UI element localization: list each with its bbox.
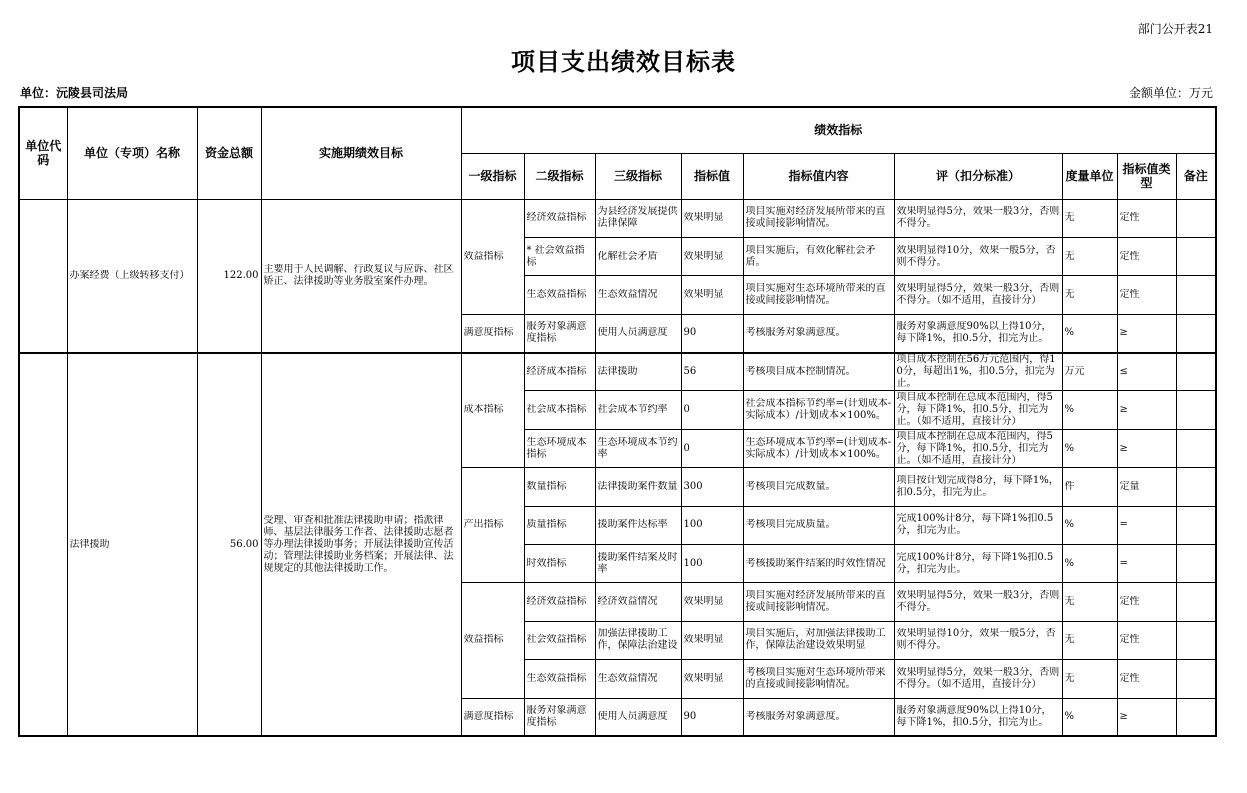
level3-cell: [595, 545, 681, 583]
level2-cell: [524, 621, 595, 659]
header-level3: 三级指标: [595, 153, 681, 199]
value-cell: [681, 698, 743, 736]
type-cell: [1117, 506, 1176, 544]
remark-cell: [1176, 314, 1216, 352]
content-cell-text: 项目实施对生态环境所带来的直接或间接影响情况。: [745, 282, 886, 306]
remark-cell: [1176, 429, 1216, 467]
content-cell: [743, 545, 894, 583]
value-cell: [681, 506, 743, 544]
value-cell-text: 效果明显: [683, 672, 724, 684]
level3-cell: [595, 621, 681, 659]
measure-cell-text: %: [1064, 519, 1075, 531]
level1-cell-text: 满意度指标: [463, 327, 514, 339]
score-cell-text: 完成100%计8分，每下降1%扣0.5分，扣完为止。: [896, 551, 1054, 575]
content-cell-text: 项目实施后，有效化解社会矛盾。: [745, 244, 876, 268]
level2-cell-text: 经济成本指标: [526, 366, 587, 377]
level1-cell: [461, 353, 524, 468]
header-value: 指标值: [681, 153, 743, 199]
table-row: [19, 353, 1216, 391]
type-cell-text: ≥: [1119, 711, 1128, 723]
type-cell: [1117, 698, 1176, 736]
score-cell: [894, 314, 1062, 352]
level1-cell-text: 成本指标: [463, 404, 504, 416]
content-cell: [743, 429, 894, 467]
level1-cell: [461, 468, 524, 583]
score-cell: [894, 199, 1062, 237]
score-cell: [894, 621, 1062, 659]
measure-cell-text: 无: [1064, 212, 1075, 224]
value-cell-text: 效果明显: [683, 250, 724, 262]
level2-cell-text: 社会成本指标: [526, 404, 587, 416]
unit-code-cell: [19, 199, 67, 353]
score-cell-text: 服务对象满意度90%以上得10分，每下降1%，扣0.5分，扣完为止。: [896, 321, 1052, 345]
measure-cell: [1062, 314, 1117, 352]
content-cell-text: 项目实施后，对加强法律援助工作，保障法治建设效果明显: [745, 628, 886, 652]
level2-cell-text: 经济效益指标: [526, 212, 587, 224]
level3-cell: [595, 698, 681, 736]
level3-cell-text: 使用人员满意度: [597, 711, 668, 723]
measure-cell: [1062, 237, 1117, 275]
level1-cell-text: 满意度指标: [463, 711, 514, 723]
level2-cell-text: 数量指标: [526, 480, 567, 492]
content-cell: [743, 314, 894, 352]
level1-cell: [461, 199, 524, 314]
level1-cell-text: 效益指标: [463, 634, 504, 646]
type-cell-text: 定性: [1119, 250, 1140, 262]
type-cell-text: ≥: [1119, 442, 1128, 454]
level2-cell-text: 时效指标: [526, 557, 567, 569]
value-cell-text: 300: [683, 480, 703, 492]
remark-cell: [1176, 583, 1216, 621]
type-cell-text: =: [1119, 557, 1128, 569]
project-amount-cell-text: 122.00: [223, 269, 259, 281]
level1-cell-text: 效益指标: [463, 250, 504, 262]
level1-cell: [461, 583, 524, 698]
header-code: 单位代码: [19, 107, 67, 199]
project-amount-cell: [197, 353, 261, 737]
score-cell-text: 项目成本控制在总成本范围内，得5分，每下降1%，扣0.5分，扣完为止。（如不适用，直接计分）: [896, 392, 1053, 428]
table-body: [19, 199, 1216, 736]
score-cell: [894, 237, 1062, 275]
score-cell-text: 效果明显得5分，效果一般3分，否则不得分。: [896, 590, 1060, 614]
level3-cell: [595, 506, 681, 544]
type-cell: [1117, 314, 1176, 352]
level3-cell: [595, 583, 681, 621]
level1-cell-text: 产出指标: [463, 519, 504, 531]
level2-cell: [524, 199, 595, 237]
content-cell: [743, 660, 894, 698]
level2-cell: [524, 468, 595, 506]
score-cell: [894, 391, 1062, 429]
remark-cell: [1176, 698, 1216, 736]
score-cell: [894, 353, 1062, 391]
content-cell-text: 项目实施对经济发展所带来的直接或间接影响情况。: [745, 590, 886, 614]
value-cell: [681, 660, 743, 698]
score-cell: [894, 429, 1062, 467]
measure-cell: [1062, 468, 1117, 506]
level2-cell-text: 服务对象满意度指标: [526, 705, 587, 729]
remark-cell: [1176, 237, 1216, 275]
type-cell: [1117, 391, 1176, 429]
value-cell: [681, 621, 743, 659]
remark-cell: [1176, 545, 1216, 583]
level3-cell-text: 援助案件结案及时率: [597, 551, 678, 575]
type-cell: [1117, 621, 1176, 659]
content-cell: [743, 276, 894, 314]
content-cell: [743, 506, 894, 544]
level2-cell-text: 质量指标: [526, 519, 567, 531]
level2-cell: [524, 583, 595, 621]
level2-cell-text: 生态效益指标: [526, 672, 587, 684]
performance-table: [18, 106, 1217, 737]
remark-cell: [1176, 353, 1216, 391]
level2-cell: [524, 353, 595, 391]
project-goal-cell: [261, 199, 461, 353]
header-type: 指标值类型: [1117, 153, 1176, 199]
score-cell: [894, 545, 1062, 583]
type-cell-text: 定性: [1119, 212, 1140, 224]
header-goal: 实施期绩效目标: [261, 107, 461, 199]
project-name-cell-text: 办案经费（上级转移支付）: [69, 269, 190, 281]
type-cell: [1117, 353, 1176, 391]
header-remark: 备注: [1176, 153, 1216, 199]
value-cell: [681, 391, 743, 429]
header-name: 单位（专项）名称: [67, 107, 197, 199]
score-cell-text: 项目按计划完成得8分，每下降1%，扣0.5分，扣完为止。: [896, 474, 1059, 498]
content-cell: [743, 468, 894, 506]
measure-cell-text: 无: [1064, 634, 1075, 646]
content-cell-text: 考核项目完成质量。: [745, 519, 836, 531]
content-cell: [743, 391, 894, 429]
score-cell: [894, 276, 1062, 314]
score-cell: [894, 698, 1062, 736]
level3-cell-text: 化解社会矛盾: [597, 250, 658, 262]
measure-cell: [1062, 698, 1117, 736]
remark-cell: [1176, 660, 1216, 698]
type-cell-text: 定量: [1119, 480, 1140, 492]
score-cell-text: 效果明显得5分，效果一般3分，否则不得分。（如不适用，直接计分）: [896, 666, 1060, 690]
value-cell: [681, 545, 743, 583]
level3-cell-text: 经济效益情况: [597, 596, 658, 608]
score-cell-text: 效果明显得5分，效果一般3分，否则不得分。（如不适用，直接计分）: [896, 282, 1060, 306]
measure-cell-text: %: [1064, 404, 1075, 416]
measure-cell-text: 无: [1064, 672, 1075, 684]
content-cell-text: 项目实施对经济发展所带来的直接或间接影响情况。: [745, 206, 886, 230]
header-measure: 度量单位: [1062, 153, 1117, 199]
value-cell: [681, 429, 743, 467]
value-cell-text: 90: [683, 711, 697, 723]
measure-cell-text: 无: [1064, 596, 1075, 608]
level2-cell: [524, 391, 595, 429]
type-cell-text: 定性: [1119, 596, 1140, 608]
measure-cell-text: 无: [1064, 288, 1075, 300]
type-cell: [1117, 545, 1176, 583]
content-cell-text: 生态环境成本节约率=(计划成本-实际成本）/计划成本×100%。: [745, 436, 892, 460]
score-cell: [894, 468, 1062, 506]
unit-label: 单位：沅陵县司法局: [20, 86, 129, 100]
content-cell-text: 考核服务对象满意度。: [745, 711, 846, 723]
level3-cell-text: 生态效益情况: [597, 672, 658, 684]
table-row: [19, 199, 1216, 237]
value-cell: [681, 353, 743, 391]
project-goal-cell-text: 受理、审查和批准法律援助申请；指派律师、基层法律服务工作者、法律援助志愿者等办理法律援助事务；开展法律援助宣传活动；管理法律援助业务档案；开展法律、法规规定的其他法律援助工作。: [263, 514, 454, 574]
level3-cell: [595, 660, 681, 698]
level2-cell: [524, 276, 595, 314]
level3-cell-text: 使用人员满意度: [597, 327, 668, 339]
content-cell: [743, 698, 894, 736]
measure-cell: [1062, 353, 1117, 391]
type-cell-text: 定性: [1119, 634, 1140, 646]
measure-cell-text: 无: [1064, 250, 1075, 262]
level2-cell-text: 社会效益指标: [526, 634, 587, 646]
score-cell-text: 项目成本控制在56万元范围内，得10分，每超出1%，扣0.5分，扣完为止。: [896, 354, 1056, 389]
measure-cell-text: %: [1064, 327, 1075, 339]
level2-cell: [524, 429, 595, 467]
money-unit-label: 金额单位：万元: [1128, 86, 1213, 100]
measure-cell: [1062, 583, 1117, 621]
remark-cell: [1176, 506, 1216, 544]
measure-cell: [1062, 391, 1117, 429]
measure-cell-text: 万元: [1064, 366, 1085, 377]
content-cell-text: 考核项目完成数量。: [745, 480, 836, 492]
level2-cell: [524, 237, 595, 275]
type-cell: [1117, 199, 1176, 237]
header-level1: 一级指标: [461, 153, 524, 199]
remark-cell: [1176, 468, 1216, 506]
value-cell-text: 0: [683, 442, 690, 454]
measure-cell: [1062, 199, 1117, 237]
score-cell-text: 完成100%计8分，每下降1%扣0.5分，扣完为止。: [896, 513, 1054, 537]
level3-cell: [595, 353, 681, 391]
type-cell: [1117, 429, 1176, 467]
level3-cell: [595, 429, 681, 467]
level3-cell: [595, 391, 681, 429]
content-cell: [743, 199, 894, 237]
level2-cell-text: 经济效益指标: [526, 596, 587, 608]
level2-cell: [524, 545, 595, 583]
type-cell-text: ≥: [1119, 327, 1128, 339]
type-cell: [1117, 583, 1176, 621]
measure-cell: [1062, 660, 1117, 698]
type-cell-text: 定性: [1119, 672, 1140, 684]
measure-cell: [1062, 621, 1117, 659]
level3-cell-text: 生态环境成本节约率: [597, 436, 678, 460]
content-cell: [743, 353, 894, 391]
value-cell-text: 效果明显: [683, 212, 724, 224]
project-goal-cell: [261, 353, 461, 737]
score-cell-text: 项目成本控制在总成本范围内，得5分，每下降1%，扣0.5分，扣完为止。（如不适用，直接计分）: [896, 430, 1053, 466]
header-level2: 二级指标: [524, 153, 595, 199]
measure-cell-text: %: [1064, 711, 1075, 723]
level3-cell: [595, 314, 681, 352]
type-cell: [1117, 660, 1176, 698]
measure-cell: [1062, 429, 1117, 467]
value-cell-text: 56: [683, 366, 697, 377]
level2-cell: [524, 698, 595, 736]
level2-cell-text: * 社会效益指标: [526, 244, 585, 268]
content-cell: [743, 621, 894, 659]
measure-cell: [1062, 276, 1117, 314]
project-goal-cell-text: 主要用于人民调解、行政复议与应诉、社区矫正、法律援助等业务股室案件办理。: [263, 263, 454, 287]
level2-cell: [524, 660, 595, 698]
type-cell: [1117, 237, 1176, 275]
table-number-label: 部门公开表21: [1137, 22, 1213, 36]
project-name-cell: [67, 353, 197, 737]
level3-cell: [595, 468, 681, 506]
score-cell: [894, 506, 1062, 544]
remark-cell: [1176, 621, 1216, 659]
value-cell-text: 100: [683, 557, 703, 569]
page-title: 项目支出绩效目标表: [511, 48, 736, 76]
content-cell-text: 社会成本指标节约率=(计划成本-实际成本）/计划成本×100%。: [745, 398, 892, 422]
level3-cell-text: 为县经济发展提供法律保障: [597, 206, 678, 230]
level3-cell: [595, 276, 681, 314]
level3-cell-text: 生态效益情况: [597, 288, 658, 300]
level3-cell-text: 社会成本节约率: [597, 404, 668, 416]
value-cell-text: 效果明显: [683, 288, 724, 300]
level2-cell-text: 服务对象满意度指标: [526, 321, 587, 345]
value-cell: [681, 199, 743, 237]
header-content: 指标值内容: [743, 153, 894, 199]
type-cell-text: ≥: [1119, 404, 1128, 416]
remark-cell: [1176, 276, 1216, 314]
level3-cell: [595, 237, 681, 275]
score-cell-text: 服务对象满意度90%以上得10分，每下降1%，扣0.5分，扣完为止。: [896, 705, 1052, 729]
value-cell-text: 0: [683, 404, 690, 416]
content-cell-text: 考核服务对象满意度。: [745, 327, 846, 339]
project-amount-cell-text: 56.00: [229, 538, 259, 550]
measure-cell: [1062, 545, 1117, 583]
value-cell: [681, 468, 743, 506]
level3-cell-text: 援助案件达标率: [597, 519, 668, 531]
type-cell-text: =: [1119, 519, 1128, 531]
score-cell-text: 效果明显得10分，效果一般5分，否则不得分。: [896, 244, 1056, 268]
level3-cell-text: 加强法律援助工作，保障法治建设: [597, 628, 678, 652]
value-cell-text: 效果明显: [683, 634, 724, 646]
unit-code-cell: [19, 353, 67, 737]
content-cell-text: 考核援助案件结案的时效性情况: [745, 557, 886, 569]
score-cell: [894, 583, 1062, 621]
content-cell-text: 考核项目实施对生态环境所带来的直接或间接影响情况。: [745, 666, 886, 690]
project-name-cell: [67, 199, 197, 353]
content-cell: [743, 237, 894, 275]
level2-cell-text: 生态环境成本指标: [526, 436, 587, 460]
value-cell: [681, 583, 743, 621]
type-cell: [1117, 276, 1176, 314]
content-cell-text: 考核项目成本控制情况。: [745, 366, 856, 377]
value-cell: [681, 314, 743, 352]
value-cell-text: 效果明显: [683, 596, 724, 608]
remark-cell: [1176, 199, 1216, 237]
measure-cell-text: %: [1064, 442, 1075, 454]
header-indicators: 绩效指标: [461, 107, 1216, 153]
level3-cell-text: 法律援助案件数量: [597, 480, 678, 492]
measure-cell: [1062, 506, 1117, 544]
score-cell-text: 效果明显得5分，效果一般3分，否则不得分。: [896, 206, 1060, 230]
measure-cell-text: %: [1064, 557, 1075, 569]
level2-cell: [524, 506, 595, 544]
value-cell: [681, 276, 743, 314]
level3-cell: [595, 199, 681, 237]
score-cell-text: 效果明显得10分，效果一般5分，否则不得分。: [896, 628, 1056, 652]
level1-cell: [461, 698, 524, 736]
header-total: 资金总额: [197, 107, 261, 199]
value-cell-text: 100: [683, 519, 703, 531]
level2-cell: [524, 314, 595, 352]
remark-cell: [1176, 391, 1216, 429]
level2-cell-text: 生态效益指标: [526, 288, 587, 300]
value-cell-text: 90: [683, 327, 697, 339]
type-cell: [1117, 468, 1176, 506]
level1-cell: [461, 314, 524, 352]
score-cell: [894, 660, 1062, 698]
level3-cell-text: 法律援助: [597, 366, 638, 377]
type-cell-text: ≤: [1119, 366, 1128, 377]
value-cell: [681, 237, 743, 275]
header-score: 评（扣分标准）: [894, 153, 1062, 199]
project-name-cell-text: 法律援助: [69, 538, 110, 550]
measure-cell-text: 件: [1064, 480, 1075, 492]
project-amount-cell: [197, 199, 261, 353]
content-cell: [743, 583, 894, 621]
type-cell-text: 定性: [1119, 288, 1140, 300]
